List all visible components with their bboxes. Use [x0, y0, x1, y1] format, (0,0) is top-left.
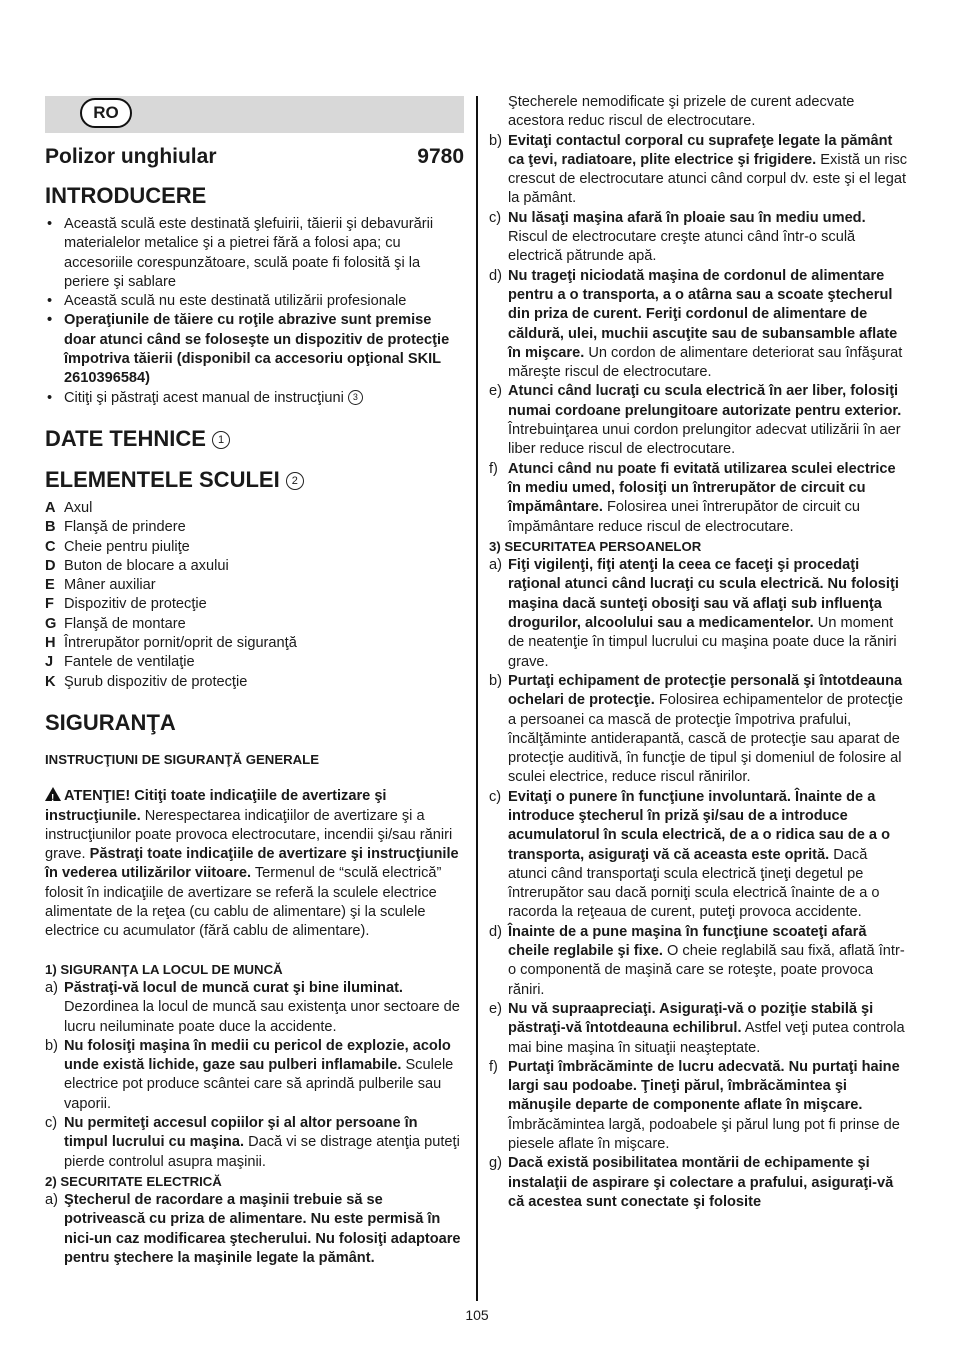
list-item: e) Atunci când lucraţi cu scula electrică în aer liber, folosiţi numai cordoane prelungitoare autorizate pentru exterior. Întrebuinţarea unui cordon prelungitor adecvat utilizării în aer liber reduce riscul de electrocutare.	[489, 383, 902, 458]
section-title: 2) SECURITATE ELECTRICĂ	[45, 1173, 222, 1189]
safety-heading: SIGURANŢA	[45, 709, 176, 735]
list-item: g) Dacă există posibilitatea montării de echipamente şi instalaţii de aspirare şi colectare a prafului, asiguraţi-vă că acestea sunt conectate şi folosite	[489, 1155, 894, 1210]
language-badge: RO	[80, 98, 132, 128]
list-item: a) Ştecherul de racordare a maşinii trebuie să se potrivească cu priza de alimentare. Nu este permisă în nici-un caz modificarea ştecherului. Nu folosiţi adaptoare pentru ştechere la maşinile legate la pământ.	[45, 1192, 461, 1267]
list-item: H Întrerupător pornit/oprit de siguranţă	[45, 635, 297, 652]
list-item: • Operaţiunile de tăiere cu roţile abrazive sunt premise doar atunci când se foloseşte un dispozitiv de protecţie împotriva tăierii (disponibil ca accesoriu opţional SKIL 2610396584)	[45, 311, 464, 388]
list-item: f) Atunci când nu poate fi evitată utilizarea sculei electrice în mediu umed, folosiţi un întrerupător de circuit cu împământare. Folosirea unei întrerupător de circuit cu împământare reduce riscul de electrocutare.	[489, 460, 896, 535]
warning-icon	[45, 787, 61, 801]
product-model: 9780	[417, 145, 464, 168]
list-item: a) Fiţi vigilenţi, fiţi atenţi la ceea ce faceţi şi procedaţi raţional atunci când lucraţi cu scula electrică. Nu folosiţi maşina dacă sunteţi obosiţi sau vă aflaţi sub influenţa drogurilor, alcoolului sau a medicamentelor. Un moment de neatenţie în timpul lucrului cu maşina poate duce la răniri grave.	[489, 557, 899, 670]
list-item: E Mâner auxiliar	[45, 577, 156, 594]
list-item-text: Citiţi şi păstraţi acest manual de instrucţiuni	[64, 389, 344, 406]
elements-heading-text: ELEMENTELE SCULEI	[45, 466, 280, 492]
list-item: f) Purtaţi îmbrăcăminte de lucru adecvată. Nu purtaţi haine largi sau podoabe. Ţineţi părul, îmbrăcămintea şi mănuşile departe de componente aflate în mişcare. Îmbrăcămintea largă, podoabele şi părul lung pot fi prinse de piesele aflate în mişcare.	[489, 1058, 900, 1153]
list-item: • Această sculă nu este destinată utilizării profesionale	[45, 292, 464, 311]
section-title: 1) SIGURANŢA LA LOCUL DE MUNCĂ	[45, 961, 283, 977]
figure-ref: 2	[286, 472, 304, 490]
figure-ref: 1	[212, 431, 230, 449]
list-item: K Şurub dispozitiv de protecţie	[45, 673, 248, 690]
list-item: G Flanşă de montare	[45, 615, 186, 632]
list-item: a) Păstraţi-vă locul de muncă curat şi bine iluminat. Dezordinea la locul de muncă sau existenţa unor sectoare de lucru neiluminate poate duce la accidente.	[45, 979, 460, 1035]
list-item: b) Nu folosiţi maşina în medii cu pericol de explozie, acolo unde există lichide, gaze sau pulberi inflamabile. Sculele electrice pot produce scântei care să aprindă pulberile sau vaporii.	[45, 1037, 454, 1112]
tech-heading	[45, 426, 464, 452]
list-item-continued: Ştecherele nemodificate şi prizele de curent adecvate acestora reduc riscul de electrocutare.	[508, 94, 855, 130]
list-item: B Flanşă de prindere	[45, 519, 186, 536]
list-item: e) Nu vă supraapreciaţi. Asiguraţi-vă o poziţie stabilă şi păstraţi-vă întotdeauna echilibrul. Astfel veţi putea controla mai bine maşina în situaţii neaşteptate.	[489, 1000, 905, 1056]
warning-paragraph: !ATENŢIE! Citiţi toate indicaţiile de avertizare şi instrucţiunile. Nerespectarea indicaţiilor de avertizare şi a instrucţiunilor poate provoca electrocutare, incendii şi/sau răniri grave. Păstraţi toate indicaţiile de avertizare şi instrucţiunile în vederea utilizărilor viitoare. Termenul de “sculă electrică” folosit în indicaţiile de avertizare se referă la sculele electrice alimentate de la reţea (cu cablu de alimentare) şi la sculele electrice cu acumulator (fără cablu de alimentare).	[45, 787, 464, 941]
parts-list	[45, 499, 464, 692]
list-item: C Cheie pentru piuliţe	[45, 538, 190, 555]
list-item: c) Nu permiteţi accesul copiilor şi al altor persoane în timpul lucrului cu maşina. Dacă vi se distrage atenţia puteţi pierde controlul asupra maşinii.	[45, 1114, 460, 1170]
list-item	[45, 389, 464, 408]
product-title	[45, 145, 464, 169]
intro-heading: INTRODUCERE	[45, 183, 207, 208]
page-number: 105	[465, 1307, 489, 1323]
list-item: • Această sculă este destinată şlefuirii, tăierii şi debavurării materialelor metalice şi a pietrei fără a folosi apa; cu accesoriile corespunzătoare, sculă poate fi folosită şi la periere şi sablare	[45, 215, 464, 292]
language-bar	[45, 96, 464, 133]
list-item: d) Nu trageţi niciodată maşina de cordonul de alimentare pentru a o transporta, a o atârna sau a scoate ştecherul din priza de curent. Feriţi cordonul de alimentare de căldură, ulei, muchii ascuţite sau de subansamble aflate în mişcare. Un cordon de alimentare deteriorat sau înfăşurat măreşte riscul de electrocutare.	[489, 267, 903, 381]
right-column	[489, 93, 909, 1212]
list-item: D Buton de blocare a axului	[45, 557, 229, 574]
product-name: Polizor unghiular	[45, 145, 217, 168]
elements-heading	[45, 467, 464, 493]
list-item: d) Înainte de a pune maşina în funcţiune scoateţi afară cheile reglabile şi fixe. O cheie reglabilă sau fixă, aflată într-o componentă de maşină care se roteşte, poate provoca răniri.	[489, 923, 905, 998]
left-column	[45, 96, 464, 1268]
general-safety-title: INSTRUCŢIUNI DE SIGURANŢĂ GENERALE	[45, 751, 320, 767]
list-item: c) Evitaţi o punere în funcţiune involuntară. Înainte de a introduce ştecherul în priză şi/sau de a introduce acumulatorul în scula electrică, de a o ridica sau de a o transporta, asiguraţi vă că aceasta este oprită. Dacă atunci când transportaţi scula electrică ţineţi degetul pe întrerupător sau dacă porniţi scula electrică înainte de a o racorda la reţeaua de curent, puteţi provoca accidente.	[489, 788, 891, 921]
section-title: 3) SECURITATEA PERSOANELOR	[489, 538, 702, 554]
figure-ref: 3	[348, 390, 363, 405]
list-item: J Fantele de ventilaţie	[45, 654, 195, 671]
list-item: F Dispozitiv de protecţie	[45, 596, 207, 613]
tech-heading-text: DATE TEHNICE	[45, 425, 206, 451]
list-item: c) Nu lăsaţi maşina afară în ploaie sau în mediu umed. Riscul de electrocutare creşte atunci când într-o sculă electrică pătrunde apă.	[489, 209, 866, 265]
list-item: b) Purtaţi echipament de protecţie personală şi întotdeauna ochelari de protecţie. Folosirea echipamentelor de protecţie a persoanei ca mască de protecţie împotriva prafului, încălţăminte antiderapantă, cască de protecţie sau aparat de protecţie auditivă, în funcţie de tipul şi domeniul de folosire al sculei electrice, reduce riscul rănirilor.	[489, 672, 904, 786]
list-item: b) Evitaţi contactul corporal cu suprafeţe legate la pământ ca ţevi, radiatoare, plite electrice şi frigidere. Există un risc crescut de electrocutare atunci când corpul dv. este şi el legat la pământ.	[489, 132, 908, 207]
list-item: A Axul	[45, 499, 93, 516]
column-divider	[476, 96, 478, 1301]
intro-list	[45, 215, 464, 408]
